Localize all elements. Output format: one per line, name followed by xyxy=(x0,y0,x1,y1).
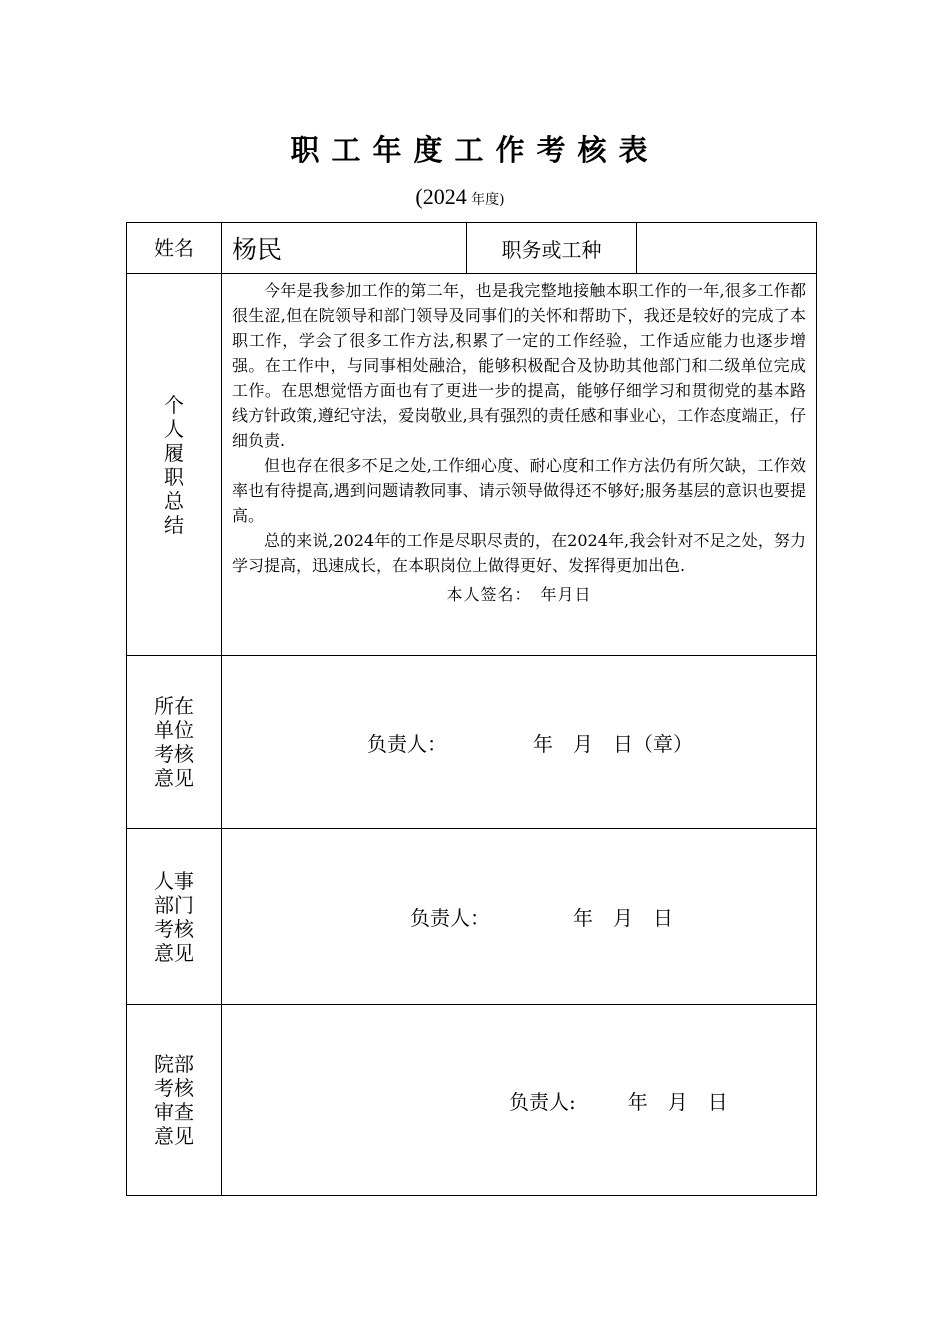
job-label: 职务或工种 xyxy=(467,223,637,274)
hr-review-field[interactable] xyxy=(222,829,817,1005)
summary-content[interactable] xyxy=(222,274,817,656)
summary-paragraph-1: 今年是我参加工作的第二年，也是我完整地接触本职工作的一年,很多工作都很生涩,但在院领导和部门领导及同事们的关怀和帮助下，我还是较好的完成了本职工作，学会了很多工作方法,积累了一定的工作经验，工作适应能力也逐步增强。在工作中，与同事相处融洽，能够积极配合及协助其他部门和二级单位完成工作。在思想觉悟方面也有了更进一步的提高，能够仔细学习和贯彻党的基本路线方针政策,遵纪守法，爱岗敬业,具有强烈的责任感和事业心，工作态度端正，仔细负责. xyxy=(232,281,806,450)
institute-review-responsible: 负责人: xyxy=(509,1089,576,1114)
unit-review-date: 年 月 日（章） xyxy=(533,731,693,756)
name-field[interactable]: 杨民 xyxy=(222,223,467,274)
institute-review-date: 年 月 日 xyxy=(627,1089,728,1114)
unit-review-label: 所在 单位 考核 意见 xyxy=(154,694,194,790)
job-field[interactable] xyxy=(637,223,817,274)
signature-line: 本人签名： 年月日 xyxy=(446,585,592,604)
summary-label: 个 人 履 职 总 结 xyxy=(164,392,184,537)
year-suffix: 年度) xyxy=(466,192,505,208)
unit-review-field[interactable] xyxy=(222,656,817,829)
hr-review-label-cell xyxy=(127,829,222,1005)
summary-paragraph-3: 总的来说,2024年的工作是尽职尽责的，在2024年,我会针对不足之处，努力学习提高，迅速成长，在本职岗位上做得更好、发挥得更加出色. xyxy=(232,531,806,575)
assessment-form xyxy=(126,222,817,1196)
institute-review-label-cell xyxy=(127,1005,222,1196)
name-label: 姓名 xyxy=(127,223,222,274)
unit-review-row xyxy=(127,656,817,829)
summary-row xyxy=(127,274,817,656)
hr-review-label: 人事 部门 考核 意见 xyxy=(154,868,194,965)
unit-review-label-cell xyxy=(127,656,222,829)
institute-review-field[interactable] xyxy=(222,1005,817,1196)
institute-review-row xyxy=(127,1005,817,1196)
hr-review-row xyxy=(127,829,817,1005)
year-line xyxy=(0,184,920,210)
hr-review-date: 年 月 日 xyxy=(573,906,673,930)
institute-review-label: 院部 考核 审查 意见 xyxy=(154,1052,194,1148)
page-title: 职工年度工作考核表 xyxy=(290,133,660,167)
header-row xyxy=(127,223,817,274)
unit-review-responsible: 负责人： xyxy=(367,731,447,756)
year-value: (2024 xyxy=(415,184,467,209)
summary-paragraph-2: 但也存在很多不足之处,工作细心度、耐心度和工作方法仍有所欠缺，工作效率也有待提高,遇到问题请教同事、请示领导做得还不够好;服务基层的意识也要提高。 xyxy=(232,456,806,525)
summary-label-cell xyxy=(127,274,222,656)
hr-review-responsible: 负责人： xyxy=(410,906,490,930)
